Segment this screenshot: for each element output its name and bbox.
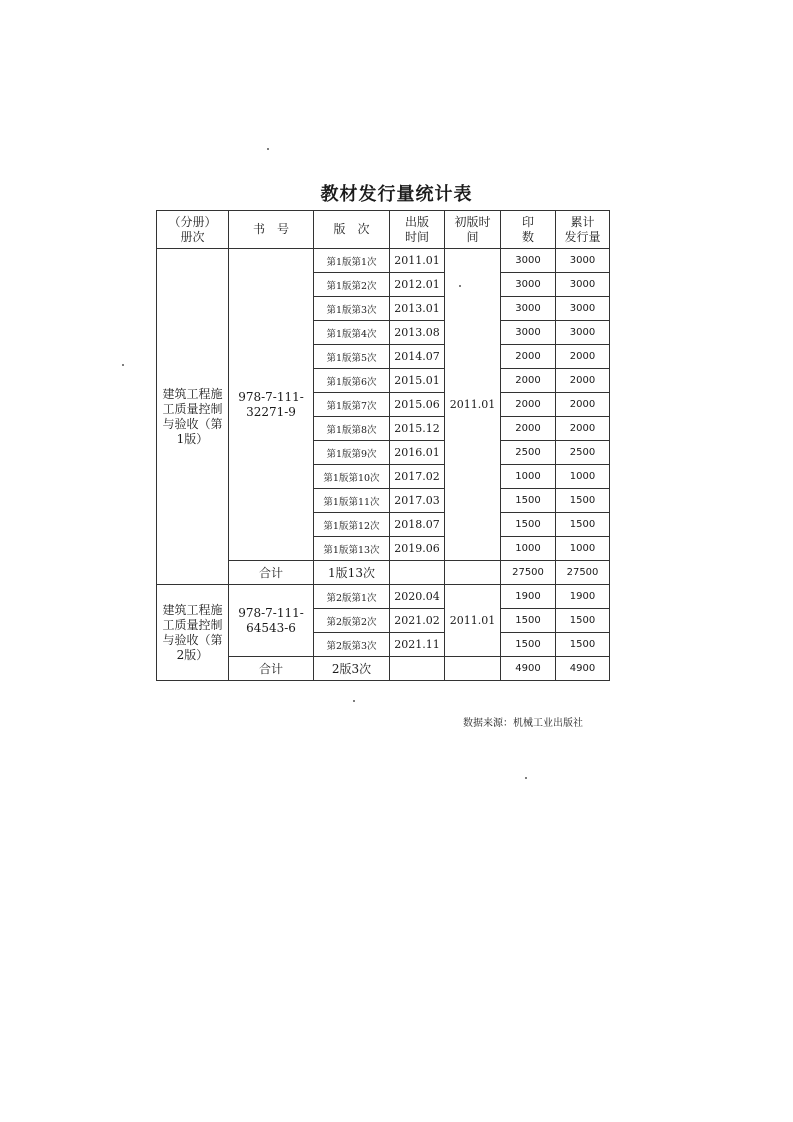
- subtotal-print-count: 27500: [501, 561, 556, 585]
- pub-date-cell: 2021.11: [390, 633, 445, 657]
- edition-cell: 第1版第8次: [314, 417, 390, 441]
- print-count-cell: 1500: [501, 513, 556, 537]
- cumulative-cell: 2000: [556, 369, 610, 393]
- cumulative-cell: 1000: [556, 465, 610, 489]
- pub-date-cell: 2012.01: [390, 273, 445, 297]
- pub-date-cell: 2018.07: [390, 513, 445, 537]
- pub-date-cell: 2021.02: [390, 609, 445, 633]
- scan-speck: [353, 700, 355, 702]
- scan-speck: [459, 285, 461, 287]
- cumulative-cell: 1000: [556, 537, 610, 561]
- edition-cell: 第1版第1次: [314, 249, 390, 273]
- volume-name-cell: 建筑工程施 工质量控制 与验收（第 2版）: [157, 585, 229, 681]
- isbn-cell: 978-7-111- 32271-9: [229, 249, 314, 561]
- pub-date-cell: 2015.12: [390, 417, 445, 441]
- cumulative-cell: 1500: [556, 609, 610, 633]
- subtotal-pub-date: [390, 561, 445, 585]
- data-source-note: 数据来源：机械工业出版社: [463, 718, 583, 729]
- subtotal-label: 合计: [229, 657, 314, 681]
- edition-cell: 第1版第11次: [314, 489, 390, 513]
- scan-speck: [525, 777, 527, 779]
- edition-cell: 第1版第9次: [314, 441, 390, 465]
- pub-date-cell: 2019.06: [390, 537, 445, 561]
- first-edition-cell: 2011.01: [445, 249, 501, 561]
- print-count-cell: 2000: [501, 417, 556, 441]
- pub-date-cell: 2017.02: [390, 465, 445, 489]
- subtotal-cumulative: 4900: [556, 657, 610, 681]
- edition-cell: 第1版第4次: [314, 321, 390, 345]
- table-title: 教材发行量统计表: [320, 184, 473, 205]
- cumulative-cell: 1500: [556, 513, 610, 537]
- header-cumulative: 累计 发行量: [556, 211, 610, 249]
- pub-date-cell: 2013.08: [390, 321, 445, 345]
- cumulative-cell: 1500: [556, 489, 610, 513]
- table-row: [157, 249, 610, 273]
- subtotal-pub-date: [390, 657, 445, 681]
- cumulative-cell: 3000: [556, 321, 610, 345]
- header-volume: （分册） 册次: [157, 211, 229, 249]
- cumulative-cell: 1900: [556, 585, 610, 609]
- edition-cell: 第2版第2次: [314, 609, 390, 633]
- cumulative-cell: 2000: [556, 345, 610, 369]
- pub-date-cell: 2011.01: [390, 249, 445, 273]
- edition-cell: 第1版第2次: [314, 273, 390, 297]
- edition-cell: 第1版第7次: [314, 393, 390, 417]
- cumulative-cell: 2000: [556, 393, 610, 417]
- subtotal-cumulative: 27500: [556, 561, 610, 585]
- header-first-time: 初版时 间: [445, 211, 501, 249]
- print-count-cell: 1500: [501, 633, 556, 657]
- header-row: [157, 211, 610, 249]
- pub-date-cell: 2014.07: [390, 345, 445, 369]
- print-count-cell: 1500: [501, 489, 556, 513]
- print-count-cell: 1900: [501, 585, 556, 609]
- edition-cell: 第1版第5次: [314, 345, 390, 369]
- cumulative-cell: 3000: [556, 297, 610, 321]
- header-isbn: 书 号: [229, 211, 314, 249]
- header-edition: 版 次: [314, 211, 390, 249]
- print-count-cell: 3000: [501, 273, 556, 297]
- circulation-table: [156, 210, 610, 681]
- edition-cell: 第1版第13次: [314, 537, 390, 561]
- pub-date-cell: 2020.04: [390, 585, 445, 609]
- subtotal-print-count: 4900: [501, 657, 556, 681]
- cumulative-cell: 1500: [556, 633, 610, 657]
- print-count-cell: 3000: [501, 321, 556, 345]
- print-count-cell: 2000: [501, 369, 556, 393]
- cumulative-cell: 3000: [556, 249, 610, 273]
- print-count-cell: 3000: [501, 297, 556, 321]
- print-count-cell: 2500: [501, 441, 556, 465]
- edition-cell: 第2版第1次: [314, 585, 390, 609]
- cumulative-cell: 2000: [556, 417, 610, 441]
- subtotal-label: 合计: [229, 561, 314, 585]
- edition-cell: 第2版第3次: [314, 633, 390, 657]
- print-count-cell: 2000: [501, 345, 556, 369]
- pub-date-cell: 2016.01: [390, 441, 445, 465]
- print-count-cell: 2000: [501, 393, 556, 417]
- print-count-cell: 1000: [501, 537, 556, 561]
- pub-date-cell: 2013.01: [390, 297, 445, 321]
- print-count-cell: 1000: [501, 465, 556, 489]
- edition-cell: 第1版第10次: [314, 465, 390, 489]
- subtotal-first-time: [445, 561, 501, 585]
- print-count-cell: 1500: [501, 609, 556, 633]
- cumulative-cell: 3000: [556, 273, 610, 297]
- edition-cell: 第1版第6次: [314, 369, 390, 393]
- pub-date-cell: 2015.06: [390, 393, 445, 417]
- subtotal-edition: 1版13次: [314, 561, 390, 585]
- isbn-cell: 978-7-111- 64543-6: [229, 585, 314, 657]
- scan-speck: [122, 364, 124, 366]
- pub-date-cell: 2017.03: [390, 489, 445, 513]
- edition-cell: 第1版第12次: [314, 513, 390, 537]
- scan-speck: [267, 148, 269, 150]
- header-print-count: 印 数: [501, 211, 556, 249]
- cumulative-cell: 2500: [556, 441, 610, 465]
- edition-cell: 第1版第3次: [314, 297, 390, 321]
- header-pub-time: 出版 时间: [390, 211, 445, 249]
- pub-date-cell: 2015.01: [390, 369, 445, 393]
- subtotal-first-time: [445, 657, 501, 681]
- first-edition-cell: 2011.01: [445, 585, 501, 657]
- table-row: [157, 585, 610, 609]
- subtotal-edition: 2版3次: [314, 657, 390, 681]
- volume-name-cell: 建筑工程施 工质量控制 与验收（第 1版）: [157, 249, 229, 585]
- print-count-cell: 3000: [501, 249, 556, 273]
